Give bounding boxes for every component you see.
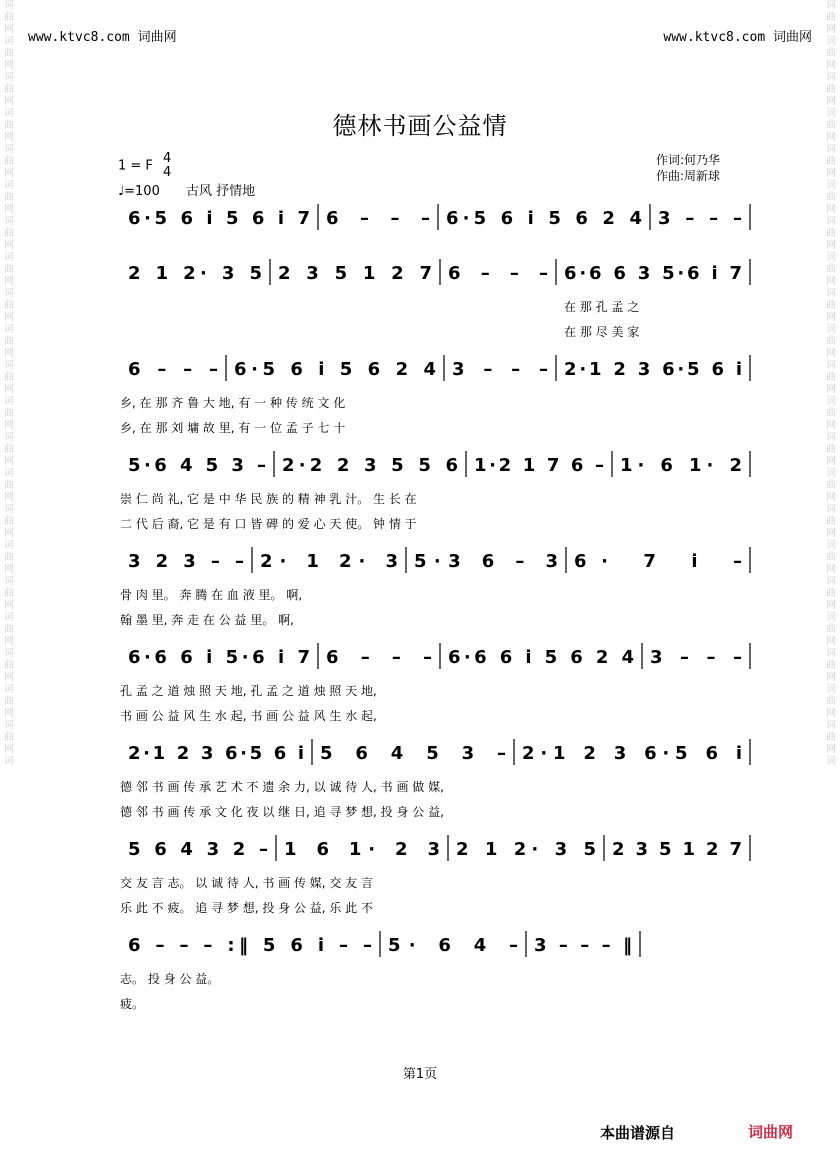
watermark-char: 词 [826,72,836,83]
watermark-char: 曲 [826,588,836,599]
watermark-char: 词 [4,468,14,479]
site-url: www.ktvc8.com [663,30,766,45]
watermark-char: 词 [826,720,836,731]
watermark-char: 网 [4,348,14,359]
watermark-char: 词 [826,0,836,11]
watermark-char: 词 [4,144,14,155]
watermark-char: 曲 [826,624,836,635]
watermark-char: 曲 [4,300,14,311]
watermark-char: 曲 [826,696,836,707]
note-measure: 2 3 5 1 2 7 [278,263,432,284]
watermark-char: 曲 [4,696,14,707]
watermark-char: 网 [826,24,836,35]
watermark-char: 词 [4,72,14,83]
lyric-line: 骨 肉 里。 奔 腾 在 血 液 里。 啊, [120,588,303,602]
watermark-char: 网 [4,168,14,179]
watermark-char: 网 [4,312,14,323]
style-marking: 古风 抒情地 [186,184,256,199]
watermark-char: 网 [826,636,836,647]
note-measure: 2· 1 2· 3 [260,551,398,572]
watermark-char: 曲 [4,192,14,203]
note-measure: 6 – – – [128,359,218,380]
watermark-char: 曲 [4,156,14,167]
source-label: 本曲谱源自 [600,1124,676,1142]
watermark-char: 曲 [4,552,14,563]
watermark-char: 网 [4,384,14,395]
watermark-char: 网 [4,60,14,71]
tempo-value: =100 [124,184,160,199]
note-measure: 2·1 2 3 6·5 6 i [564,359,742,380]
watermark-char: 曲 [4,84,14,95]
watermark-char: 词 [826,180,836,191]
note-measure: 5·3 6 – 3 [414,551,558,572]
watermark-char: 网 [826,384,836,395]
watermark-char: 曲 [826,12,836,23]
watermark-char: 网 [826,744,836,755]
watermark-char: 网 [826,132,836,143]
watermark-char: 曲 [826,156,836,167]
note-measure: 6·6 6 i 5 6 2 4 [448,647,634,668]
watermark-char: 曲 [4,624,14,635]
note-measure: 3 2 3 – – [128,551,244,572]
watermark-char: 词 [4,720,14,731]
watermark-char: 网 [826,204,836,215]
watermark-char: 网 [4,672,14,683]
watermark-char: 曲 [826,120,836,131]
note-measure: 6·5 6 i 5 6 2 4 [446,208,642,229]
watermark-char: 曲 [826,192,836,203]
lyric-line: 德 邻 书 画 传 承 艺 术 不 遗 余 力, 以 诚 待 人, 书 画 做 媒, [120,780,444,794]
lyric-line: 乡, 在 那 刘 墉 故 里, 有 一 位 孟 子 七 十 [120,421,346,435]
watermark-char: 词 [826,108,836,119]
watermark-char: 词 [826,684,836,695]
note-measure: 3 – – – [650,647,742,668]
watermark-char: 网 [826,456,836,467]
page-number: 第1页 [402,1067,438,1082]
watermark-char: 词 [4,288,14,299]
watermark-char: 词 [4,0,14,11]
note-measure: 3 – – – [452,359,548,380]
watermark-char: 网 [4,420,14,431]
lyric-line: 德 邻 书 画 传 承 文 化 夜 以 继 日, 追 寻 梦 想, 投 身 公 益, [120,805,444,819]
site-label: 词曲网 [137,30,177,45]
watermark-char: 词 [826,324,836,335]
note-measure: 5· 6 4 – [388,935,518,956]
note-measure: 6·6 6 i 5·6 i 7 [128,647,310,668]
watermark-char: 网 [826,420,836,431]
watermark-char: 词 [826,576,836,587]
note-measure: 2·1 2 3 6·5 6 i [522,743,742,764]
lyric-line: 乡, 在 那 齐 鲁 大 地, 有 一 种 传 统 文 化 [120,396,346,410]
watermark-char: 网 [826,708,836,719]
watermark-char: 曲 [826,372,836,383]
lyric-line: 交 友 言 志。 以 诚 待 人, 书 画 传 媒, 交 友 言 [120,876,374,890]
lyricist: 作词:何乃华 [656,153,721,167]
watermark-char: 网 [826,348,836,359]
note-measure: 2·1 2 3 6·5 6 i [128,743,304,764]
watermark-char: 词 [4,360,14,371]
watermark-char: 词 [826,396,836,407]
watermark-char: 词 [826,540,836,551]
watermark-char: 词 [826,216,836,227]
watermark-char: 词 [826,252,836,263]
note-measure: 6 – – – [326,208,430,229]
watermark-char: 词 [4,648,14,659]
lyric-line: 疲。 [120,997,145,1011]
watermark-char: 曲 [826,732,836,743]
watermark-char: 曲 [4,588,14,599]
watermark-char: 曲 [826,264,836,275]
watermark-char: 网 [826,240,836,251]
lyric-line: 崇 仁 尚 礼, 它 是 中 华 民 族 的 精 神 乳 汁。 生 长 在 [120,492,417,506]
lyric-line: 在 那 尽 美 家 [564,325,640,339]
watermark-char: 网 [826,672,836,683]
note-measure: 6·5 6 i 5 6 i 7 [128,208,310,229]
watermark-char: 曲 [826,300,836,311]
watermark-char: 网 [4,600,14,611]
watermark-char: 曲 [826,48,836,59]
lyric-line: 乐 此 不 疲。 追 寻 梦 想, 投 身 公 益, 乐 此 不 [120,901,374,915]
watermark-char: 网 [4,24,14,35]
watermark-char: 词 [4,108,14,119]
time-bottom: 4 [163,165,172,180]
watermark-char: 网 [826,60,836,71]
watermark-char: 网 [826,96,836,107]
watermark-char: 词 [826,504,836,515]
watermark-char: 网 [826,312,836,323]
watermark-char: 曲 [4,48,14,59]
watermark-char: 曲 [826,444,836,455]
watermark-char: 词 [826,360,836,371]
note-measure: 6·6 6 3 5·6 i 7 [564,263,742,284]
watermark-char: 词 [4,612,14,623]
watermark-char: 词 [4,324,14,335]
watermark-char: 网 [826,600,836,611]
watermark-char: 网 [826,564,836,575]
watermark-char: 词 [826,612,836,623]
watermark-char: 词 [826,468,836,479]
lyric-line: 二 代 后 裔, 它 是 有 口 皆 碑 的 爱 心 天 使。 钟 情 于 [120,517,417,531]
watermark-char: 曲 [4,480,14,491]
note-measure: 6·5 6 i 5 6 2 4 [234,359,436,380]
watermark-char: 曲 [4,264,14,275]
watermark-char: 词 [826,144,836,155]
watermark-char: 词 [4,180,14,191]
watermark-char: 网 [4,744,14,755]
note-measure: 6 – – – [326,647,432,668]
watermark-char: 网 [4,636,14,647]
watermark-char: 词 [4,684,14,695]
quarter-note-icon: ♩ [118,184,125,199]
lyric-line: 在 那 孔 孟 之 [564,300,640,314]
site-label: 词曲网 [772,30,812,45]
note-measure: 6 – – – [448,263,548,284]
lyric-line: 翰 墨 里, 奔 走 在 公 益 里。 啊, [120,613,294,627]
watermark-char: 曲 [4,372,14,383]
note-measure: 5·6 4 5 3 – [128,455,266,476]
note-measure: 3 – – – [658,208,742,229]
watermark-char: 词 [4,252,14,263]
composer: 作曲:周新球 [656,169,721,183]
lyric-line: 志。 投 身 公 益。 [120,972,220,986]
note-measure: 1· 6 1· 2 [620,455,742,476]
watermark-char: 曲 [4,228,14,239]
note-measure: 5 6 4 3 2 – [128,839,268,860]
note-measure: 6 – – – :‖ 5 6 i – – [128,935,372,956]
watermark-char: 曲 [4,12,14,23]
note-measure: 1 6 1· 2 3 [284,839,440,860]
watermark-char: 曲 [4,408,14,419]
watermark-char: 词 [826,648,836,659]
song-title: 德林书画公益情 [332,112,508,140]
watermark-char: 曲 [826,408,836,419]
watermark-char: 网 [826,276,836,287]
note-measure: 2 3 5 1 2 7 [612,839,742,860]
watermark-char: 网 [4,456,14,467]
watermark-char: 曲 [4,516,14,527]
source-brand[interactable]: 词曲网 [748,1123,794,1141]
watermark-char: 曲 [826,552,836,563]
watermark-char: 曲 [826,480,836,491]
watermark-char: 曲 [826,84,836,95]
note-measure: 2·2 2 3 5 5 6 [282,455,458,476]
note-measure: 2 1 2· 3 5 [128,263,262,284]
time-top: 4 [163,151,172,166]
watermark-char: 曲 [4,732,14,743]
watermark-char: 词 [4,756,14,767]
watermark-char: 网 [4,96,14,107]
watermark-char: 词 [4,576,14,587]
watermark-char: 网 [826,168,836,179]
note-measure: 3 – – – ‖ [534,935,632,956]
watermark-char: 曲 [826,516,836,527]
watermark-char: 网 [4,132,14,143]
watermark-char: 网 [4,564,14,575]
note-measure: 1·2 1 7 6 – [474,455,604,476]
watermark-char: 词 [4,432,14,443]
watermark-char: 曲 [826,336,836,347]
watermark-char: 词 [826,756,836,767]
watermark-char: 网 [4,276,14,287]
lyric-line: 书 画 公 益 风 生 水 起, 书 画 公 益 风 生 水 起, [120,709,377,723]
watermark-char: 词 [4,216,14,227]
watermark-char: 曲 [4,336,14,347]
watermark-char: 网 [4,204,14,215]
lyric-line: 孔 孟 之 道 烛 照 天 地, 孔 孟 之 道 烛 照 天 地, [120,684,377,698]
key-label: 1 = F [118,158,153,174]
watermark-char: 曲 [826,228,836,239]
watermark-char: 网 [4,708,14,719]
watermark-char: 词 [4,396,14,407]
note-measure: 2 1 2· 3 5 [456,839,596,860]
watermark-char: 词 [4,504,14,515]
watermark-char: 曲 [4,444,14,455]
watermark-char: 网 [4,492,14,503]
watermark-char: 网 [4,240,14,251]
watermark-char: 词 [4,540,14,551]
watermark-char: 词 [4,36,14,47]
watermark-char: 网 [826,492,836,503]
note-measure: 6· 7 i – [574,551,742,572]
watermark-char: 词 [826,36,836,47]
note-measure: 5 6 4 5 3 – [320,743,506,764]
watermark-char: 网 [4,528,14,539]
watermark-char: 曲 [826,660,836,671]
watermark-char: 曲 [4,120,14,131]
watermark-char: 词 [826,288,836,299]
watermark-char: 词 [826,432,836,443]
watermark-char: 网 [826,528,836,539]
site-url: www.ktvc8.com [28,30,130,45]
watermark-char: 曲 [4,660,14,671]
